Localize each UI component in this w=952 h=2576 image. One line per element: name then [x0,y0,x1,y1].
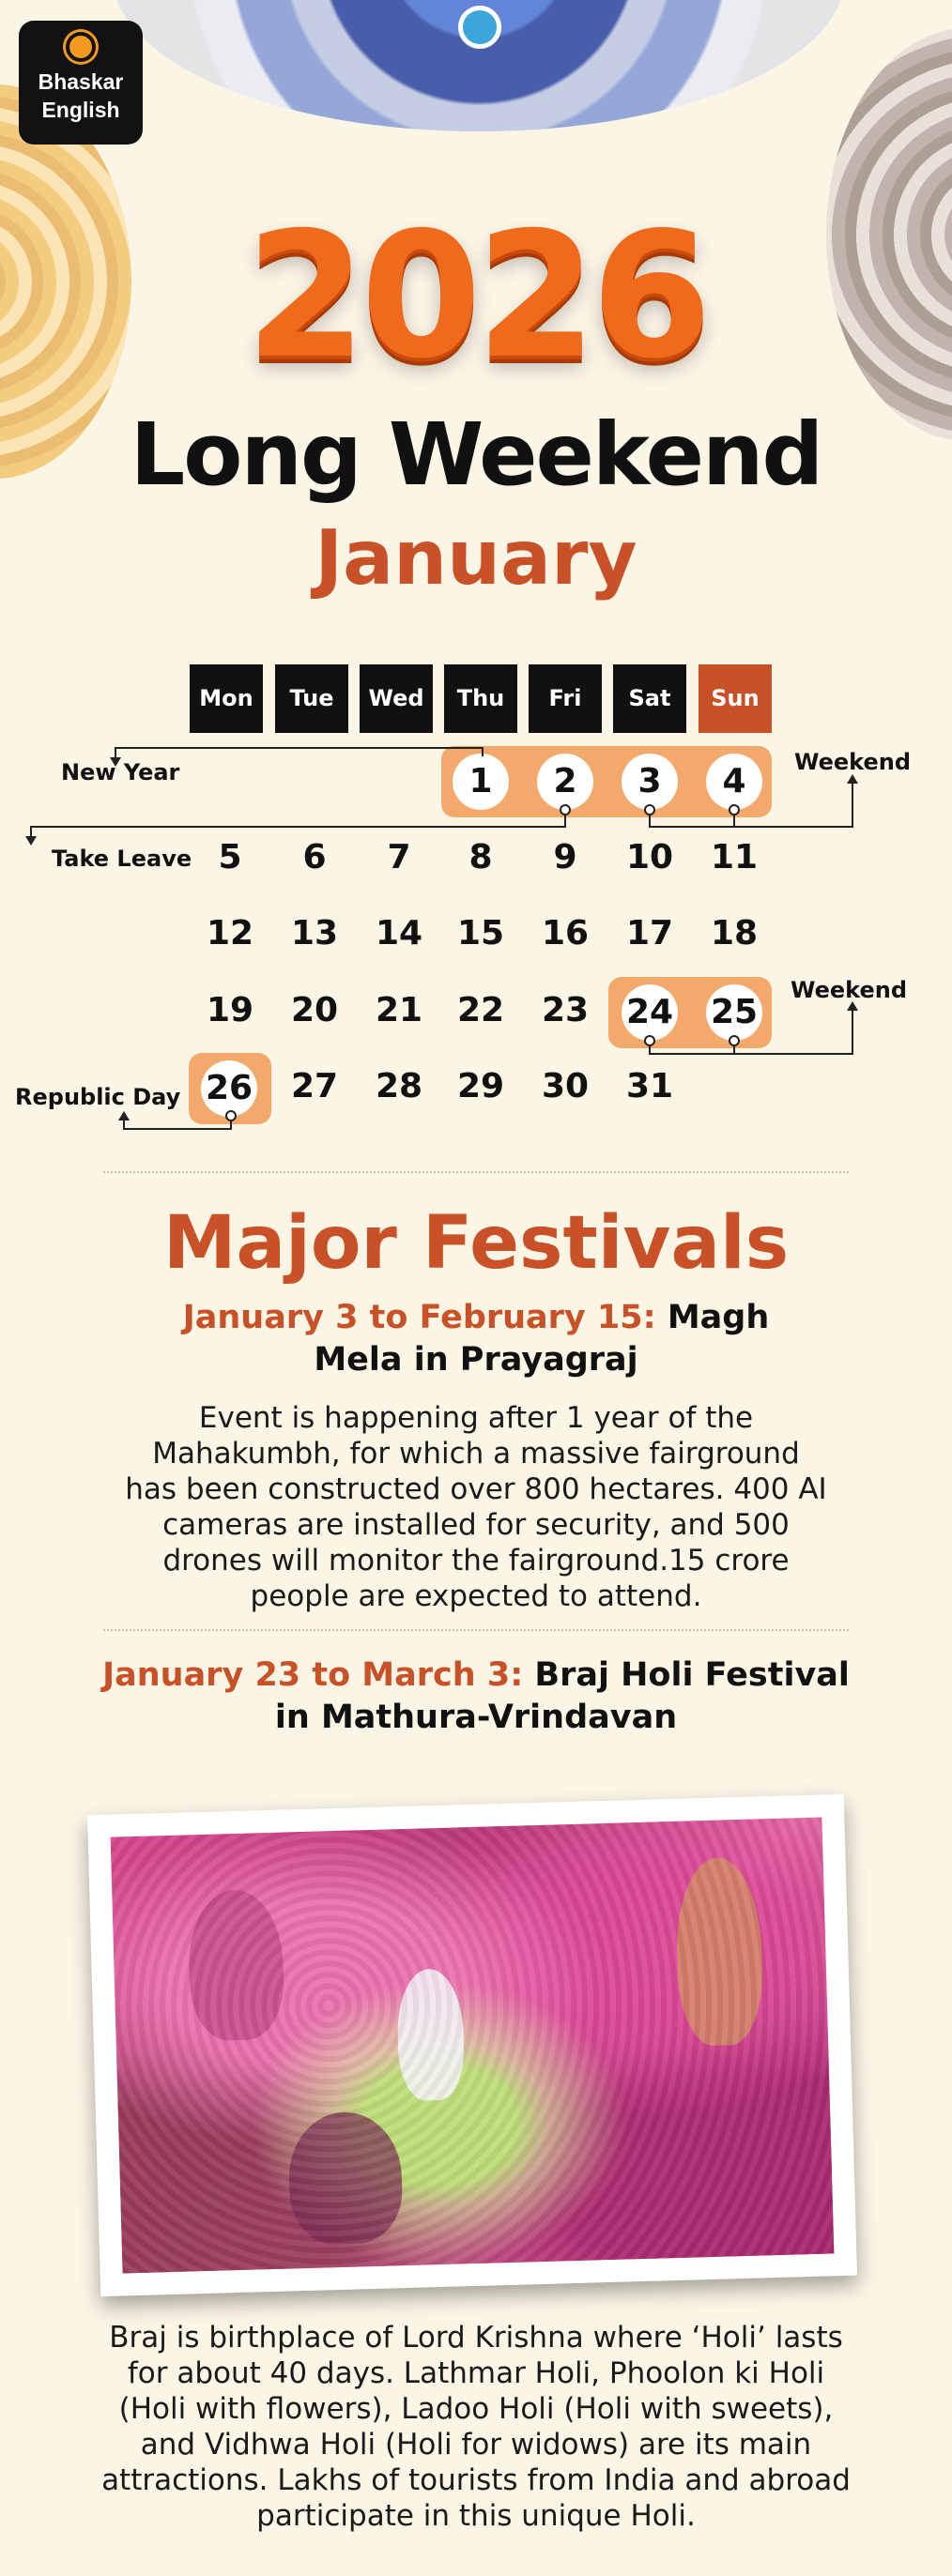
calendar-day: 26 [201,1060,257,1117]
paragraph-line: Event is happening after 1 year of the [198,1401,754,1435]
connector-line [649,826,853,828]
calendar-day: 4 [706,754,762,810]
paragraph-line: Mahakumbh, for which a massive fairground [152,1437,800,1471]
calendar-day: 31 [625,1067,674,1105]
festival-name: Braj Holi Festival [523,1656,850,1694]
festivals-heading: Major Festivals [162,1201,790,1286]
day-header-tue: Tue [275,664,348,733]
connector-line [123,1128,232,1130]
day-header-wed: Wed [360,664,433,733]
label-republic-day: Republic Day [15,1084,181,1110]
connector-line [482,747,484,756]
calendar-day: 11 [710,838,759,876]
calendar-day: 22 [456,991,505,1029]
sun-icon [69,36,92,58]
calendar-day: 6 [302,838,327,876]
paragraph-line: (Holi with flowers), Ladoo Holi (Holi with sweets), [118,2392,834,2426]
logo-line-2: English [41,98,120,122]
calendar-day: 18 [710,914,759,953]
calendar-day: 28 [375,1067,423,1105]
label-weekend: Weekend [791,977,908,1003]
calendar-day: 1 [453,754,509,810]
arrow-up-icon [118,1111,130,1120]
crowd-figure [675,1856,765,2046]
arrow-down-icon [25,836,37,846]
calendar-day: 7 [387,838,411,876]
crowd-figure [287,2111,404,2245]
paragraph-line: attractions. Lakhs of tourists from India and abroad [101,2463,851,2497]
day-header-sat: Sat [613,664,686,733]
calendar-day: 16 [541,914,590,953]
paragraph-line: cameras are installed for security, and 500 [162,1508,790,1542]
connector-line [115,747,484,749]
label-weekend: Weekend [794,749,912,775]
page-title: Long Weekend [130,404,822,505]
connector-line [852,1010,853,1055]
calendar-day: 10 [625,838,674,876]
crowd-figure [187,1889,284,2042]
paragraph-line: Braj is birthplace of Lord Krishna where ‘Holi’ lasts [109,2321,843,2355]
calendar-day: 23 [541,991,590,1029]
calendar-day: 2 [537,754,593,810]
label-take-leave: Take Leave [52,846,192,872]
calendar-day: 12 [206,914,254,953]
calendar-day: 30 [541,1067,590,1105]
festival-description-2 [89,2320,863,2534]
logo-line-1: Bhaskar [38,69,124,94]
month-title: January [315,514,637,602]
calendar-day: 21 [375,991,423,1029]
crowd-figure [396,1968,466,2101]
calendar-day: 9 [553,838,577,876]
paragraph-line: and Vidhwa Holi (Holi for widows) are its main [140,2428,812,2462]
calendar-day: 24 [622,984,678,1041]
calendar-day: 29 [456,1067,505,1105]
section-divider [103,1629,849,1631]
festival-title-2 [56,1654,896,1739]
bhaskar-english-logo[interactable] [19,21,143,145]
calendar-day: 5 [218,838,242,876]
connector-line [649,1053,853,1055]
calendar-day: 20 [290,991,339,1029]
year-title: 2026 [245,194,707,397]
calendar-day: 27 [290,1067,339,1105]
festival-name: Magh [655,1299,770,1336]
paragraph-line: for about 40 days. Lathmar Holi, Phoolon ki Holi [127,2356,825,2390]
calendar-day: 25 [706,984,762,1041]
day-header-fri: Fri [529,664,602,733]
holi-photo-frame [87,1794,857,2296]
connector-line [30,826,566,828]
calendar-day: 3 [622,754,678,810]
holi-festival-photo [111,1818,835,2274]
day-header-sun: Sun [699,664,772,733]
connector-line [733,814,735,827]
paragraph-line: drones will monitor the fairground.15 crore [162,1544,790,1578]
paragraph-line: people are expected to attend. [250,1579,702,1613]
paragraph-line: has been constructed over 800 hectares. 400 AI [125,1472,827,1506]
label-new-year: New Year [61,759,180,785]
connector-line [564,814,566,827]
mandala-gem [458,6,501,49]
calendar-day: 17 [625,914,674,953]
festival-dates: January 3 to February 15: [182,1299,656,1336]
day-header-mon: Mon [190,664,263,733]
section-divider [103,1171,849,1173]
festival-description-1 [89,1400,863,1614]
festival-dates: January 23 to March 3: [102,1656,524,1694]
calendar-day: 8 [468,838,493,876]
calendar-day: 14 [375,914,423,953]
festival-title-1 [56,1297,896,1381]
festival-name: Mela in Prayagraj [314,1341,638,1379]
festival-name: in Mathura-Vrindavan [274,1699,678,1736]
calendar-day: 15 [456,914,505,953]
calendar-day: 19 [206,991,254,1029]
calendar-day: 13 [290,914,339,953]
connector-line [649,814,651,827]
paragraph-line: participate in this unique Holi. [256,2499,696,2533]
day-header-thu: Thu [444,664,517,733]
connector-line [852,783,853,828]
